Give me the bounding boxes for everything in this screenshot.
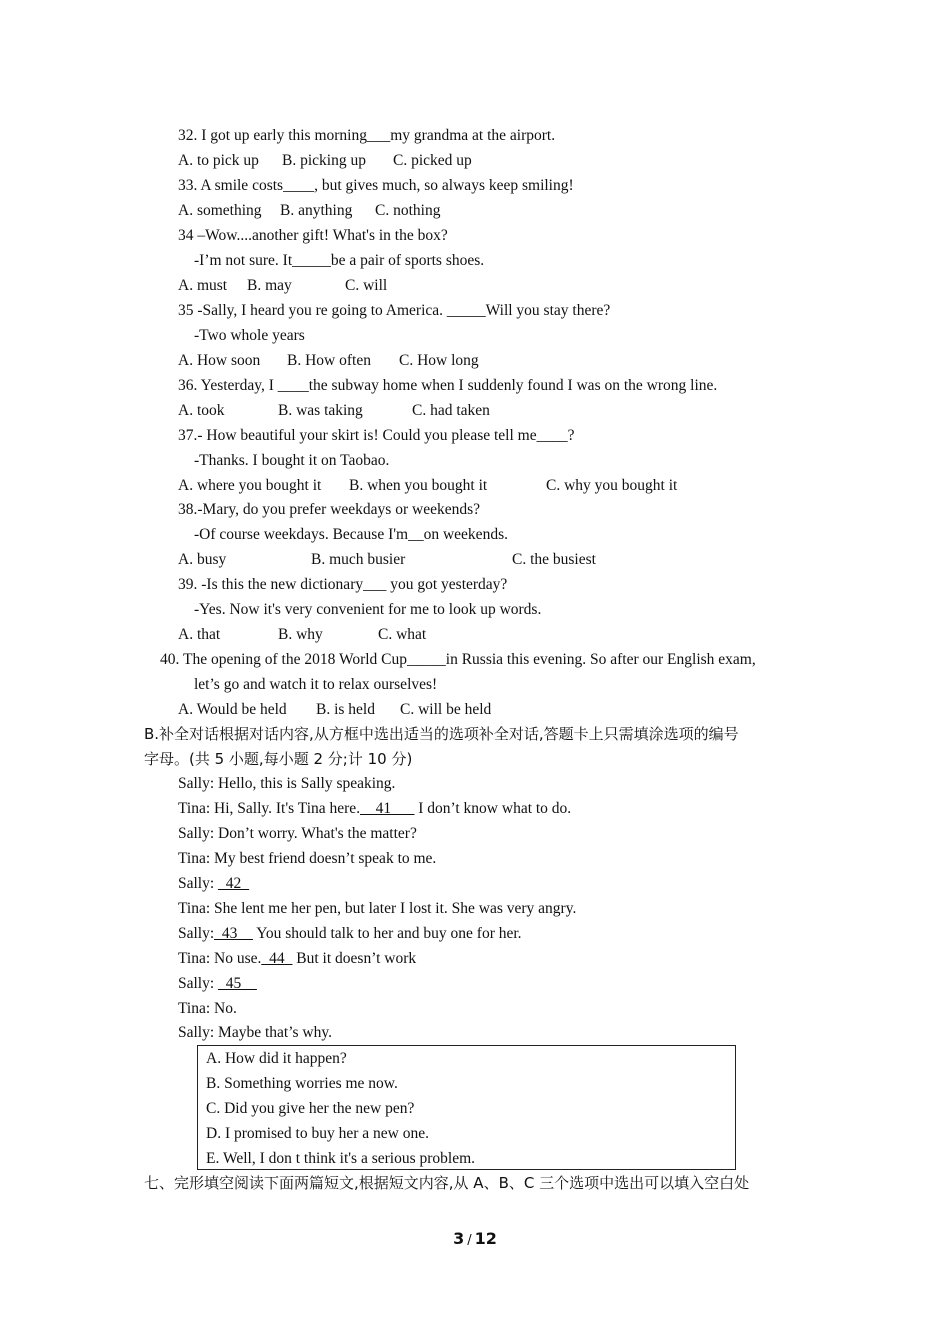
- page-indicator: [0, 1229, 950, 1248]
- option-a: A. Would be held: [178, 701, 287, 718]
- option-c: C. what: [378, 626, 427, 643]
- page-total: 12: [474, 1229, 497, 1248]
- choice-b: B. Something worries me now.: [206, 1075, 398, 1092]
- dialogue-text: Sally:: [178, 875, 219, 892]
- dialogue-text: Sally:: [178, 925, 215, 942]
- dialogue-line-1: Sally: Hello, this is Sally speaking.: [178, 775, 396, 792]
- dialogue-text: Tina: No use.: [178, 950, 262, 967]
- dialogue-text: But it doesn’t work: [292, 950, 417, 967]
- option-b: B. is held: [316, 701, 375, 718]
- option-b: B. How often: [287, 352, 371, 369]
- option-c: C. had taken: [412, 402, 490, 419]
- dialogue-line-9: [178, 974, 257, 994]
- dialogue-text: You should talk to her and buy one for her.: [252, 925, 522, 942]
- section-b-instructions-cont: 字母。(共 5 小题,每小题 2 分;计 10 分): [144, 750, 413, 768]
- question-40-reply: let’s go and watch it to relax ourselves!: [194, 676, 438, 693]
- option-c: C. the busiest: [512, 551, 596, 568]
- option-c: C. will be held: [400, 701, 492, 718]
- blank-43: _43__: [214, 925, 253, 942]
- option-b: B. when you bought it: [349, 477, 488, 494]
- question-39-stem: 39. -Is this the new dictionary___ you got yesterday?: [178, 576, 508, 593]
- blank-45: _45__: [218, 975, 257, 992]
- question-37-stem: 37.- How beautiful your skirt is! Could you please tell me____?: [178, 427, 575, 444]
- question-32-stem: 32. I got up early this morning___my grandma at the airport.: [178, 127, 556, 144]
- option-a: A. How soon: [178, 352, 261, 369]
- choice-c: C. Did you give her the new pen?: [206, 1100, 415, 1117]
- dialogue-line-6: Tina: She lent me her pen, but later I lost it. She was very angry.: [178, 900, 577, 917]
- dialogue-line-2: [178, 799, 571, 819]
- option-c: C. will: [345, 277, 388, 294]
- option-b: B. picking up: [282, 152, 366, 169]
- dialogue-line-5: [178, 874, 249, 894]
- option-a: A. busy: [178, 551, 227, 568]
- choices-box: [197, 1045, 736, 1170]
- option-c: C. nothing: [375, 202, 441, 219]
- question-38-reply: -Of course weekdays. Because I'm__on weekends.: [194, 526, 508, 543]
- dialogue-text: Tina: Hi, Sally. It's Tina here.: [178, 800, 361, 817]
- page-current: 3: [453, 1229, 465, 1248]
- option-a: A. something: [178, 202, 262, 219]
- choice-e: E. Well, I don t think it's a serious problem.: [206, 1150, 476, 1167]
- page-separator: /: [467, 1233, 472, 1248]
- dialogue-line-8: [178, 949, 416, 969]
- option-b: B. anything: [280, 202, 353, 219]
- option-a: A. took: [178, 402, 225, 419]
- dialogue-text: I don’t know what to do.: [414, 800, 572, 817]
- section-7-instructions: 七、完形填空阅读下面两篇短文,根据短文内容,从 A、B、C 三个选项中选出可以填入空白处: [144, 1174, 750, 1192]
- question-35-stem: 35 -Sally, I heard you re going to America. _____Will you stay there?: [178, 302, 611, 319]
- option-b: B. much busier: [311, 551, 406, 568]
- option-b: B. was taking: [278, 402, 363, 419]
- option-c: C. How long: [399, 352, 479, 369]
- blank-41: __41___: [360, 800, 415, 817]
- blank-42: _42_: [218, 875, 250, 892]
- option-a: A. to pick up: [178, 152, 259, 169]
- choice-d: D. I promised to buy her a new one.: [206, 1125, 429, 1142]
- dialogue-line-10: Tina: No.: [178, 1000, 237, 1017]
- dialogue-line-7: [178, 924, 522, 944]
- dialogue-line-3: Sally: Don’t worry. What's the matter?: [178, 825, 417, 842]
- section-b-instructions: B.补全对话根据对话内容,从方框中选出适当的选项补全对话,答题卡上只需填涂选项的编号: [144, 725, 739, 743]
- question-39-reply: -Yes. Now it's very convenient for me to look up words.: [194, 601, 542, 618]
- question-33-stem: 33. A smile costs____, but gives much, so always keep smiling!: [178, 177, 574, 194]
- question-34-reply: -I’m not sure. It_____be a pair of sports shoes.: [194, 252, 485, 269]
- question-38-stem: 38.-Mary, do you prefer weekdays or weekends?: [178, 501, 480, 518]
- option-a: A. where you bought it: [178, 477, 322, 494]
- dialogue-line-11: Sally: Maybe that’s why.: [178, 1024, 332, 1041]
- question-37-reply: -Thanks. I bought it on Taobao.: [194, 452, 390, 469]
- option-a: A. that: [178, 626, 221, 643]
- option-b: B. why: [278, 626, 323, 643]
- option-a: A. must: [178, 277, 228, 294]
- option-b: B. may: [247, 277, 292, 294]
- question-36-stem: 36. Yesterday, I ____the subway home when I suddenly found I was on the wrong line.: [178, 377, 718, 394]
- dialogue-line-4: Tina: My best friend doesn’t speak to me.: [178, 850, 437, 867]
- blank-44: _44_: [261, 950, 293, 967]
- option-c: C. picked up: [393, 152, 472, 169]
- question-35-reply: -Two whole years: [194, 327, 305, 344]
- choice-a: A. How did it happen?: [206, 1050, 347, 1067]
- dialogue-text: Sally:: [178, 975, 219, 992]
- question-40-stem: 40. The opening of the 2018 World Cup_____in Russia this evening. So after our English exam,: [160, 651, 756, 668]
- option-c: C. why you bought it: [546, 477, 678, 494]
- question-34-stem: 34 –Wow....another gift! What's in the box?: [178, 227, 448, 244]
